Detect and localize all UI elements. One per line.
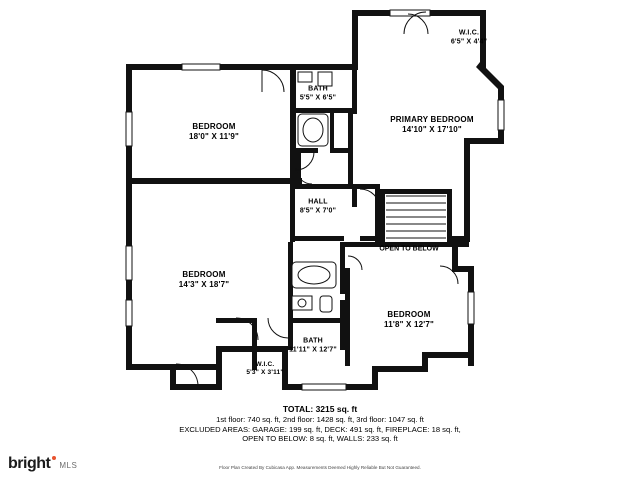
- excluded-areas-line-2: OPEN TO BELOW: 8 sq. ft, WALLS: 233 sq. ft: [242, 434, 398, 443]
- excluded-areas-line-1: EXCLUDED AREAS: GARAGE: 199 sq. ft, DECK: 491 sq. ft, FIREPLACE: 18 sq. ft,: [179, 424, 461, 434]
- brightmls-logo: [8, 455, 77, 473]
- room-label: [246, 361, 283, 377]
- room-name: W.I.C.: [255, 360, 275, 368]
- disclaimer-text: Floor Plan Created By Cubicasa App. Measurements Deemed Highly Reliable But Not Guaranteed.: [219, 465, 421, 470]
- floor-breakdown: 1st floor: 740 sq. ft, 2nd floor: 1428 sq. ft, 3rd floor: 1047 sq. ft: [216, 415, 424, 424]
- room-label: [390, 115, 473, 135]
- room-dimensions: 5'5" X 6'5": [299, 94, 337, 101]
- room-label: [300, 85, 336, 103]
- brand-wordmark: bright: [8, 455, 51, 472]
- total-area: TOTAL: 3215 sq. ft: [282, 404, 358, 414]
- room-name: PRIMARY BEDROOM: [390, 115, 474, 124]
- room-dimensions: 14'3" X 18'7": [178, 280, 230, 289]
- brand-mls-text: MLS: [59, 461, 78, 470]
- room-label: [384, 310, 434, 330]
- room-dimensions: 14'10" X 17'10": [402, 125, 462, 134]
- room-dimensions: 11'11" X 12'7": [289, 346, 337, 353]
- room-name: BATH: [303, 337, 323, 345]
- room-label: [451, 29, 487, 47]
- room-name: W.I.C.: [458, 29, 480, 37]
- room-label: [179, 270, 229, 290]
- room-name: BATH: [308, 85, 328, 93]
- room-dimensions: 11'8" X 12'7": [383, 320, 435, 329]
- open-to-below-note: OPEN TO BELOW: [379, 245, 439, 253]
- room-name: BEDROOM: [192, 122, 236, 131]
- staircase: [386, 196, 446, 238]
- room-label: [300, 198, 336, 216]
- room-dimensions: 18'0" X 11'9": [188, 132, 240, 141]
- room-name: BEDROOM: [182, 270, 226, 279]
- room-name: HALL: [308, 198, 328, 206]
- room-label: [289, 337, 337, 355]
- room-dimensions: 5'3" X 3'11": [246, 369, 284, 376]
- room-label: [189, 122, 239, 142]
- brand-dot-icon: [52, 456, 56, 460]
- room-dimensions: 6'5" X 4'4": [450, 38, 488, 45]
- room-dimensions: 8'5" X 7'0": [299, 207, 337, 214]
- room-name: BEDROOM: [387, 310, 431, 319]
- area-summary: [0, 404, 640, 444]
